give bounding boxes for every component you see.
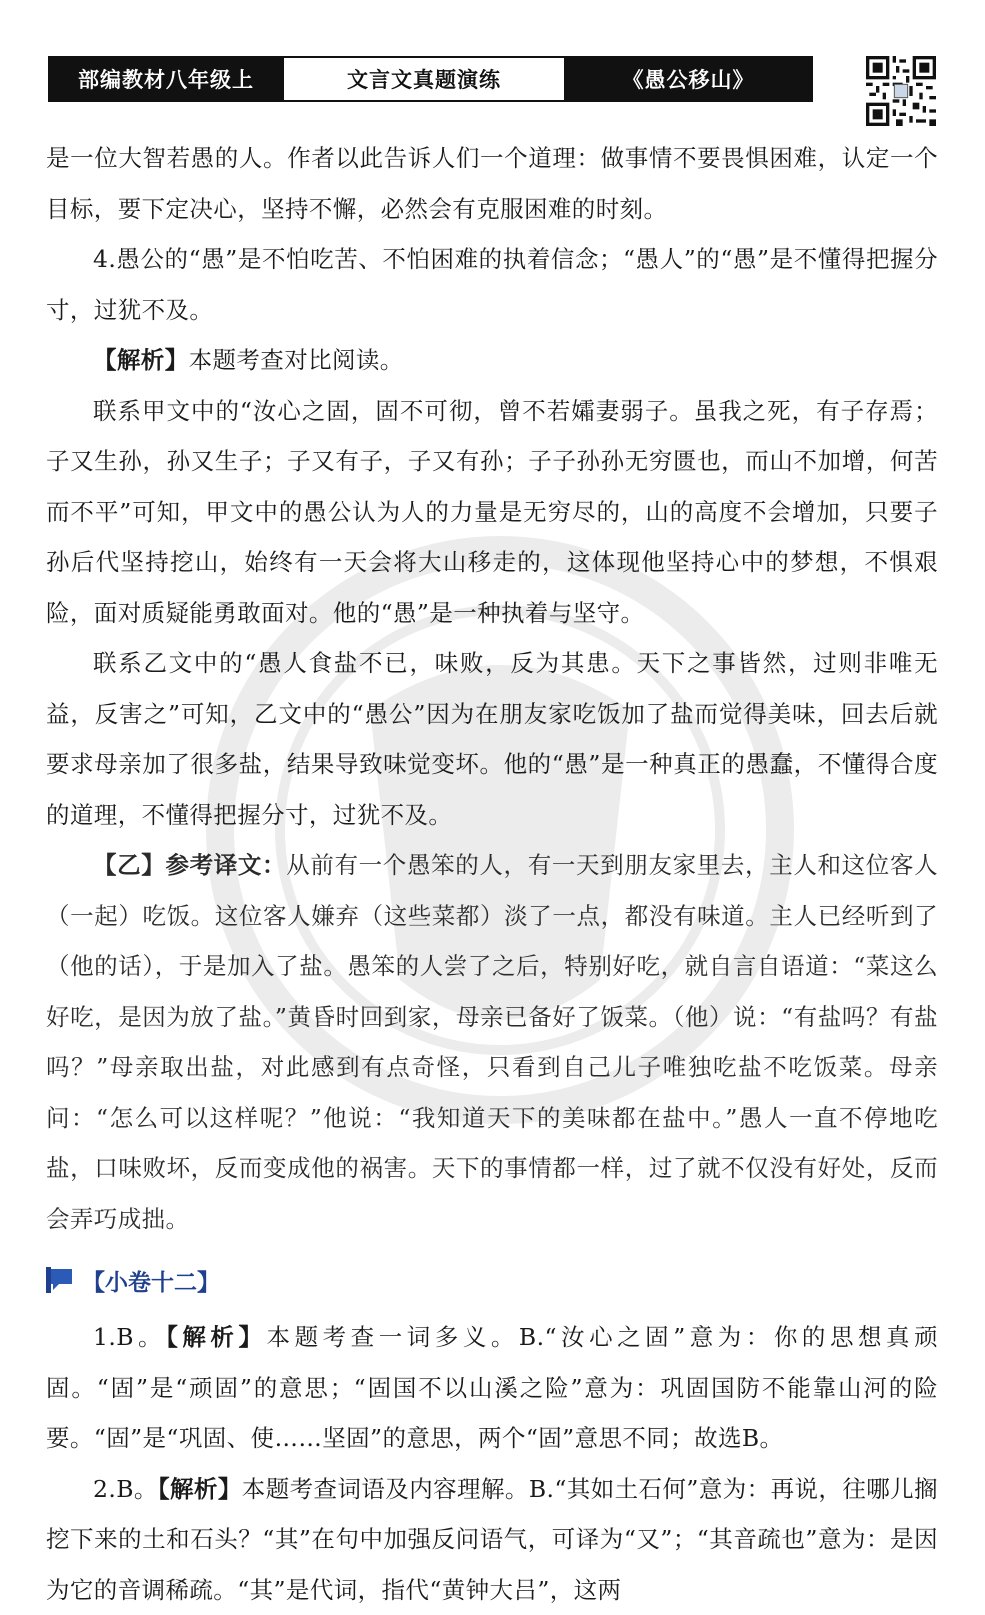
document-body <box>46 133 938 1615</box>
answer-number: 1.B。 <box>93 1323 166 1351</box>
section-title: 【小卷十二】 <box>82 1264 220 1297</box>
header-lesson: 《愚公移山》 <box>566 58 811 100</box>
page-header <box>48 56 813 102</box>
analysis-text: 本题考查对比阅读。 <box>189 346 404 374</box>
qr-code-icon[interactable] <box>866 56 936 126</box>
paragraph-text-b-analysis: 联系乙文中的“愚人食盐不已，味败，反为其患。天下之事皆然，过则非唯无益，反害之”可知，乙文中的“愚公”因为在朋友家吃饭加了盐而觉得美味，回去后就要求母亲加了很多盐，结果导致味觉变坏。他的“愚”是一种真正的愚蠢，不懂得合度的道理，不懂得把握分寸，过犹不及。 <box>46 638 938 840</box>
paragraph-analysis <box>46 335 938 386</box>
header-grade: 部编教材八年级上 <box>50 58 282 100</box>
answer-text: 本题考查一词多义。B.“汝心之固”意为：你的思想真顽固。“固”是“顽固”的意思；“固国不以山溪之险”意为：巩固国防不能靠山河的险要。“固”是“巩固、使……坚固”的意思，两个“固”意思不同；故选B。 <box>46 1323 938 1452</box>
answer-label: 【解析】 <box>158 1475 242 1503</box>
answer-label: 【解析】 <box>166 1323 266 1351</box>
paragraph-continuation: 是一位大智若愚的人。作者以此告诉人们一个道理：做事情不要畏惧困难，认定一个目标，要下定决心，坚持不懈，必然会有克服困难的时刻。 <box>46 133 938 234</box>
analysis-label: 【解析】 <box>93 346 189 374</box>
answer-text: 本题考查词语及内容理解。B.“其如土石何”意为：再说，往哪儿搁挖下来的土和石头？“其”在句中加强反问语气，可译为“又”；“其音疏也”意为：是因为它的音调稀疏。“其”是代词，指代“黄钟大吕”，这两 <box>46 1475 938 1604</box>
paragraph-answer-4: 4.愚公的“愚”是不怕吃苦、不怕困难的执着信念；“愚人”的“愚”是不懂得把握分寸，过犹不及。 <box>46 234 938 335</box>
answer-number: 2.B。 <box>93 1475 158 1503</box>
speech-flag-icon <box>46 1267 76 1293</box>
header-title: 文言文真题演练 <box>282 58 566 100</box>
answer-item-2 <box>46 1464 938 1615</box>
section-heading <box>46 1248 938 1312</box>
paragraph-translation <box>46 840 938 1244</box>
answer-item-1 <box>46 1312 938 1464</box>
paragraph-text-a-analysis: 联系甲文中的“汝心之固，固不可彻，曾不若孀妻弱子。虽我之死，有子存焉；子又生孙，孙又生子；子又有子，子又有孙；子子孙孙无穷匮也，而山不加增，何苦而不平”可知，甲文中的愚公认为人的力量是无穷尽的，山的高度不会增加，只要子孙后代坚持挖山，始终有一天会将大山移走的，这体现他坚持心中的梦想，不惧艰险，面对质疑能勇敢面对。他的“愚”是一种执着与坚守。 <box>46 386 938 639</box>
translation-text: 从前有一个愚笨的人，有一天到朋友家里去，主人和这位客人（一起）吃饭。这位客人嫌弃（这些菜都）淡了一点，都没有味道。主人已经听到了（他的话），于是加入了盐。愚笨的人尝了之后，特别好吃，就自言自语道：“菜这么好吃，是因为放了盐。”黄昏时回到家，母亲已备好了饭菜。（他）说：“有盐吗？有盐吗？”母亲取出盐，对此感到有点奇怪，只看到自己儿子唯独吃盐不吃饭菜。母亲问：“怎么可以这样呢？”他说：“我知道天下的美味都在盐中。”愚人一直不停地吃盐，口味败坏，反而变成他的祸害。天下的事情都一样，过了就不仅没有好处，反而会弄巧成拙。 <box>46 851 938 1233</box>
translation-label: 【乙】参考译文： <box>93 851 286 879</box>
